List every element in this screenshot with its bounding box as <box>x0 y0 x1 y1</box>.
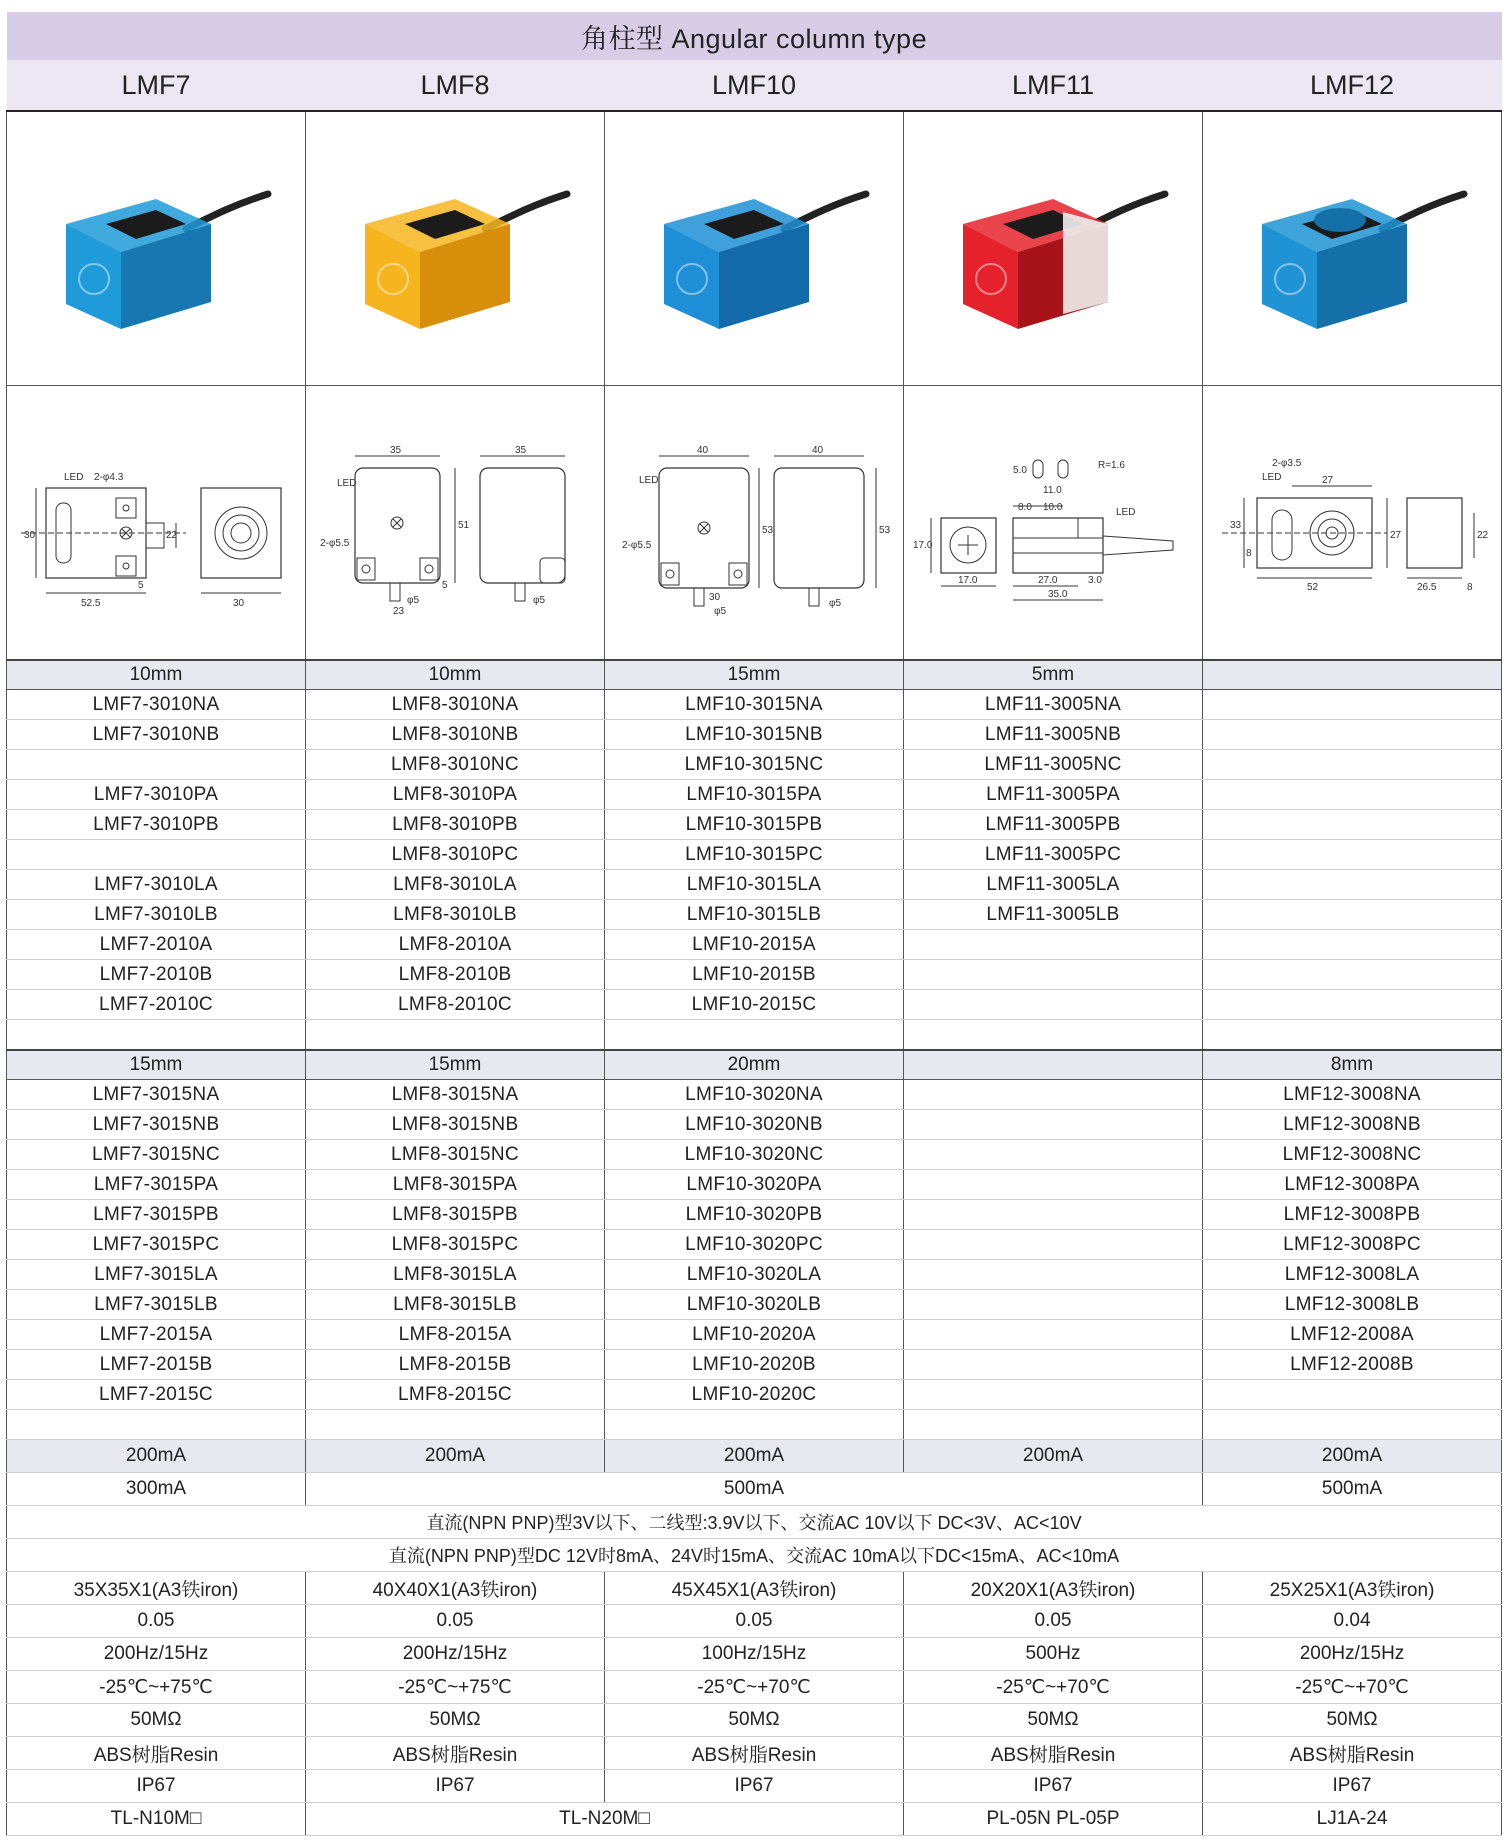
part-number: LMF8-2015A <box>306 1320 605 1350</box>
part-number: LMF7-3010LA <box>7 870 306 900</box>
part-number: LMF11-3005PC <box>904 840 1203 870</box>
part-number <box>1203 1410 1502 1440</box>
drawing-label: 30 <box>24 529 36 541</box>
part-number: LMF8-2010A <box>306 930 605 960</box>
drawing-label: 3.0 <box>1088 574 1102 586</box>
page-title: 角柱型 Angular column type <box>7 12 1502 60</box>
part-number: LMF11-3005LA <box>904 870 1203 900</box>
drawing-label: 2-φ4.3 <box>94 471 124 483</box>
spec-value: 200Hz/15Hz <box>306 1638 605 1671</box>
part-number: LMF7-3010LB <box>7 900 306 930</box>
drawing-label: 27 <box>1322 474 1334 486</box>
part-number-row <box>7 1320 1502 1350</box>
spec-row-material <box>7 1737 1502 1770</box>
part-number-row <box>7 1140 1502 1170</box>
part-number: LMF7-3015PA <box>7 1170 306 1200</box>
dimension-drawing-row <box>7 386 1502 661</box>
part-number: LMF7-2010A <box>7 930 306 960</box>
part-number: LMF8-2015C <box>306 1380 605 1410</box>
drawing-label: 8 <box>1467 581 1473 593</box>
spec-value: 直流(NPN PNP)型DC 12V时8mA、24V时15mA、交流AC 10mA以下DC<15mA、AC<10mA <box>7 1539 1502 1572</box>
part-number <box>904 1080 1203 1110</box>
model-name: LMF10 <box>605 60 904 111</box>
drawing-label: φ5 <box>407 594 420 606</box>
part-number-row <box>7 1260 1502 1290</box>
part-number: LMF7-2010C <box>7 990 306 1020</box>
model-name: LMF8 <box>306 60 605 111</box>
sensing-distance <box>904 1050 1203 1080</box>
spec-value: 300mA <box>7 1473 306 1506</box>
part-number <box>904 1320 1203 1350</box>
spec-value: TL-N20M□ <box>306 1803 904 1836</box>
drawing-label: LED <box>639 474 659 486</box>
part-number: LMF10-3015PC <box>605 840 904 870</box>
part-number: LMF7-2015A <box>7 1320 306 1350</box>
sensing-distance-row <box>7 1050 1502 1080</box>
part-number-row <box>7 990 1502 1020</box>
part-number: LMF7-2015C <box>7 1380 306 1410</box>
part-number <box>904 960 1203 990</box>
part-number <box>904 990 1203 1020</box>
drawing-label: 8 <box>1246 547 1252 559</box>
drawing-label: 35.0 <box>1048 588 1068 600</box>
spec-row-leakage <box>7 1539 1502 1572</box>
part-number: LMF10-3015NA <box>605 690 904 720</box>
sensor-photo <box>933 154 1173 344</box>
spec-value: 0.05 <box>306 1605 605 1638</box>
part-number-row <box>7 930 1502 960</box>
spec-value: 200mA <box>904 1440 1203 1473</box>
part-number <box>904 1290 1203 1320</box>
part-number <box>7 750 306 780</box>
part-number: LMF12-3008NB <box>1203 1110 1502 1140</box>
part-number <box>904 1380 1203 1410</box>
part-number <box>904 1020 1203 1051</box>
part-number: LMF10-3015NC <box>605 750 904 780</box>
spec-value: 200mA <box>7 1440 306 1473</box>
sensor-clear-cap <box>1063 212 1108 314</box>
part-number: LMF8-2010B <box>306 960 605 990</box>
part-number: LMF8-3010PB <box>306 810 605 840</box>
sensor-photo <box>335 154 575 344</box>
part-number: LMF7-3015NB <box>7 1110 306 1140</box>
product-photo-row <box>7 111 1502 386</box>
spec-value: 100Hz/15Hz <box>605 1638 904 1671</box>
drawing-label: 2-φ5.5 <box>622 539 652 551</box>
part-number: LMF8-3015NC <box>306 1140 605 1170</box>
part-number: LMF7-2015B <box>7 1350 306 1380</box>
spec-value: ABS树脂Resin <box>605 1737 904 1770</box>
spec-value: 0.04 <box>1203 1605 1502 1638</box>
spec-row-current-1 <box>7 1440 1502 1473</box>
part-number: LMF7-3015LB <box>7 1290 306 1320</box>
spec-row-equivalent <box>7 1803 1502 1836</box>
drawing-label: LED <box>1116 506 1136 518</box>
sensor-photo <box>36 154 276 344</box>
spec-value: 50MΩ <box>1203 1704 1502 1737</box>
spec-value: 200mA <box>605 1440 904 1473</box>
photo-cell <box>306 111 605 386</box>
model-name: LMF11 <box>904 60 1203 111</box>
part-number: LMF7-3015NA <box>7 1080 306 1110</box>
part-number-row <box>7 1380 1502 1410</box>
spec-row-frequency <box>7 1638 1502 1671</box>
part-number: LMF10-3015LA <box>605 870 904 900</box>
drawing-label: 51 <box>458 519 470 531</box>
spec-value: 50MΩ <box>605 1704 904 1737</box>
part-number: LMF7-3015NC <box>7 1140 306 1170</box>
part-number: LMF7-3015PC <box>7 1230 306 1260</box>
drawing-label: LED <box>1262 471 1282 483</box>
part-number: LMF12-3008NA <box>1203 1080 1502 1110</box>
sensing-distance-row <box>7 660 1502 690</box>
sensor-round-face <box>1314 208 1366 232</box>
part-number <box>1203 840 1502 870</box>
drawing-label: 35 <box>515 444 527 456</box>
part-number <box>904 1410 1203 1440</box>
photo-cell <box>7 111 306 386</box>
part-number: LMF10-3020NC <box>605 1140 904 1170</box>
part-number-row <box>7 1350 1502 1380</box>
part-number <box>1203 930 1502 960</box>
spec-row-voltage-drop <box>7 1506 1502 1539</box>
drawing-label: LED <box>64 471 84 483</box>
photo-cell <box>904 111 1203 386</box>
part-number: LMF8-3015PC <box>306 1230 605 1260</box>
spec-value: 50MΩ <box>7 1704 306 1737</box>
part-number-row <box>7 1080 1502 1110</box>
drawing-label: 23 <box>393 605 405 617</box>
part-number-row <box>7 840 1502 870</box>
part-number: LMF8-2010C <box>306 990 605 1020</box>
spec-value: ABS树脂Resin <box>904 1737 1203 1770</box>
part-number <box>1203 900 1502 930</box>
part-number: LMF8-3010PA <box>306 780 605 810</box>
spec-value: 500Hz <box>904 1638 1203 1671</box>
drawing-label: 8.0 <box>1018 501 1032 513</box>
spec-row-target <box>7 1572 1502 1605</box>
drawing-label: 52.5 <box>81 597 101 608</box>
sensing-distance <box>1203 660 1502 690</box>
part-number-row <box>7 960 1502 990</box>
part-number: LMF8-3015NA <box>306 1080 605 1110</box>
spec-value: -25℃~+70℃ <box>1203 1671 1502 1704</box>
drawing-label: 17.0 <box>913 539 933 551</box>
drawing-label: 27 <box>1390 529 1402 541</box>
spec-value: 0.05 <box>605 1605 904 1638</box>
part-number-row <box>7 750 1502 780</box>
part-number: LMF7-3010PB <box>7 810 306 840</box>
drawing-cell <box>306 386 605 661</box>
part-number-row <box>7 810 1502 840</box>
spec-row-hysteresis <box>7 1605 1502 1638</box>
drawing-label: 22 <box>166 529 178 541</box>
spec-value: 20X20X1(A3铁iron) <box>904 1572 1203 1605</box>
part-number-row <box>7 1110 1502 1140</box>
part-number: LMF11-3005PB <box>904 810 1203 840</box>
part-number <box>1203 870 1502 900</box>
part-number: LMF8-3010NB <box>306 720 605 750</box>
drawing-label: 17.0 <box>958 574 978 586</box>
drawing-label: 52 <box>1307 581 1319 593</box>
part-number <box>904 1200 1203 1230</box>
drawing-label: 53 <box>762 524 774 536</box>
part-number: LMF12-3008NC <box>1203 1140 1502 1170</box>
spec-value: -25℃~+75℃ <box>7 1671 306 1704</box>
drawing-cell <box>904 386 1203 661</box>
spec-value: 500mA <box>1203 1473 1502 1506</box>
model-name: LMF12 <box>1203 60 1502 111</box>
spec-value: 0.05 <box>7 1605 306 1638</box>
drawing-label: LED <box>337 477 357 489</box>
spec-value: ABS树脂Resin <box>1203 1737 1502 1770</box>
part-number <box>1203 960 1502 990</box>
part-number <box>1203 690 1502 720</box>
part-number <box>904 1230 1203 1260</box>
dimension-drawing-lmf10 <box>614 428 894 618</box>
part-number: LMF10-2015C <box>605 990 904 1020</box>
part-number: LMF11-3005NA <box>904 690 1203 720</box>
part-number <box>904 1140 1203 1170</box>
spec-value: 200Hz/15Hz <box>1203 1638 1502 1671</box>
drawing-label: R=1.6 <box>1098 459 1125 471</box>
drawing-label: 2-φ3.5 <box>1272 457 1302 469</box>
part-number: LMF11-3005PA <box>904 780 1203 810</box>
spec-value: 35X35X1(A3铁iron) <box>7 1572 306 1605</box>
part-number <box>306 1020 605 1051</box>
part-number <box>605 1410 904 1440</box>
spec-value: 25X25X1(A3铁iron) <box>1203 1572 1502 1605</box>
drawing-label: 53 <box>879 524 891 536</box>
spec-value: 200mA <box>306 1440 605 1473</box>
part-number-row <box>7 1020 1502 1051</box>
spec-row-temperature <box>7 1671 1502 1704</box>
drawing-label: 30 <box>709 591 721 603</box>
sensing-distance: 5mm <box>904 660 1203 690</box>
drawing-label: 2-φ5.5 <box>320 537 350 549</box>
part-number-row <box>7 1200 1502 1230</box>
part-number: LMF7-2010B <box>7 960 306 990</box>
drawing-label: 22 <box>1477 529 1489 541</box>
spec-value: 50MΩ <box>306 1704 605 1737</box>
title-row <box>7 12 1502 60</box>
part-number: LMF8-3015LA <box>306 1260 605 1290</box>
part-number: LMF10-3020PC <box>605 1230 904 1260</box>
part-number <box>1203 1380 1502 1410</box>
part-number: LMF12-3008PB <box>1203 1200 1502 1230</box>
part-number: LMF10-3015NB <box>605 720 904 750</box>
part-number: LMF8-3010NA <box>306 690 605 720</box>
part-number-row <box>7 1170 1502 1200</box>
spec-value: PL-05N PL-05P <box>904 1803 1203 1836</box>
part-number: LMF12-3008LA <box>1203 1260 1502 1290</box>
part-number: LMF10-3020PB <box>605 1200 904 1230</box>
drawing-label: 40 <box>697 444 709 456</box>
part-number-row <box>7 1230 1502 1260</box>
part-number-row <box>7 1410 1502 1440</box>
part-number: LMF12-3008LB <box>1203 1290 1502 1320</box>
part-number <box>7 840 306 870</box>
part-number: LMF11-3005LB <box>904 900 1203 930</box>
spec-value: 直流(NPN PNP)型3V以下、二线型:3.9V以下、交流AC 10V以下 DC<3V、AC<10V <box>7 1506 1502 1539</box>
sensing-distance: 8mm <box>1203 1050 1502 1080</box>
part-number: LMF8-3010LA <box>306 870 605 900</box>
spec-sheet <box>6 12 1501 1836</box>
part-number: LMF7-3015PB <box>7 1200 306 1230</box>
part-number: LMF8-3010NC <box>306 750 605 780</box>
spec-value: -25℃~+70℃ <box>605 1671 904 1704</box>
part-number <box>605 1020 904 1051</box>
part-number: LMF7-3010NA <box>7 690 306 720</box>
part-number: LMF11-3005NB <box>904 720 1203 750</box>
spec-value: IP67 <box>306 1770 605 1803</box>
dimension-drawing-lmf12 <box>1212 438 1492 608</box>
part-number: LMF7-3015LA <box>7 1260 306 1290</box>
spec-value: LJ1A-24 <box>1203 1803 1502 1836</box>
part-number: LMF8-3010LB <box>306 900 605 930</box>
part-number: LMF10-3020LB <box>605 1290 904 1320</box>
photo-cell <box>1203 111 1502 386</box>
part-number-row <box>7 720 1502 750</box>
part-number <box>1203 810 1502 840</box>
drawing-label: 27.0 <box>1038 574 1058 586</box>
spec-value: ABS树脂Resin <box>7 1737 306 1770</box>
sensing-distance: 15mm <box>605 660 904 690</box>
drawing-label: φ5 <box>829 597 842 609</box>
part-number: LMF8-2015B <box>306 1350 605 1380</box>
part-number: LMF8-3010PC <box>306 840 605 870</box>
part-number: LMF10-3015PA <box>605 780 904 810</box>
spec-value: 45X45X1(A3铁iron) <box>605 1572 904 1605</box>
drawing-cell <box>7 386 306 661</box>
part-number: LMF12-3008PA <box>1203 1170 1502 1200</box>
part-number: LMF10-2015A <box>605 930 904 960</box>
part-number: LMF8-3015LB <box>306 1290 605 1320</box>
part-number: LMF10-3020LA <box>605 1260 904 1290</box>
sensor-photo <box>1232 154 1472 344</box>
part-number: LMF12-2008B <box>1203 1350 1502 1380</box>
part-number <box>904 1350 1203 1380</box>
drawing-label: 26.5 <box>1417 581 1437 593</box>
sensing-distance: 15mm <box>7 1050 306 1080</box>
spec-value: IP67 <box>7 1770 306 1803</box>
part-number: LMF10-3020NB <box>605 1110 904 1140</box>
part-number: LMF10-3020PA <box>605 1170 904 1200</box>
part-number <box>1203 720 1502 750</box>
part-number: LMF11-3005NC <box>904 750 1203 780</box>
part-number: LMF10-3015LB <box>605 900 904 930</box>
drawing-label: 5.0 <box>1013 464 1027 476</box>
spec-value: IP67 <box>1203 1770 1502 1803</box>
photo-cell <box>605 111 904 386</box>
spec-value: -25℃~+70℃ <box>904 1671 1203 1704</box>
spec-value: IP67 <box>904 1770 1203 1803</box>
part-number <box>904 1170 1203 1200</box>
spec-value: 0.05 <box>904 1605 1203 1638</box>
part-number <box>904 1110 1203 1140</box>
sensing-distance: 10mm <box>306 660 605 690</box>
spec-value: 200mA <box>1203 1440 1502 1473</box>
drawing-label: φ5 <box>714 605 727 617</box>
part-number <box>904 1260 1203 1290</box>
part-number <box>1203 1020 1502 1051</box>
dimension-drawing-lmf11 <box>913 438 1193 608</box>
part-number <box>7 1410 306 1440</box>
spec-value: 200Hz/15Hz <box>7 1638 306 1671</box>
spec-table <box>6 12 1502 1836</box>
part-number: LMF10-2020C <box>605 1380 904 1410</box>
spec-row-insulation <box>7 1704 1502 1737</box>
sensing-distance: 15mm <box>306 1050 605 1080</box>
drawing-label: 30 <box>233 597 245 608</box>
drawing-label: 5 <box>138 579 144 591</box>
part-number <box>904 930 1203 960</box>
sensor-photo <box>634 154 874 344</box>
part-number-row <box>7 900 1502 930</box>
part-number: LMF12-2008A <box>1203 1320 1502 1350</box>
part-number: LMF8-3015PA <box>306 1170 605 1200</box>
part-number: LMF7-3010PA <box>7 780 306 810</box>
part-number <box>306 1410 605 1440</box>
spec-value: TL-N10M□ <box>7 1803 306 1836</box>
part-number <box>1203 780 1502 810</box>
spec-value: 50MΩ <box>904 1704 1203 1737</box>
part-number <box>1203 990 1502 1020</box>
part-number: LMF8-3015PB <box>306 1200 605 1230</box>
part-number: LMF10-3015PB <box>605 810 904 840</box>
part-number: LMF7-3010NB <box>7 720 306 750</box>
dimension-drawing-lmf7 <box>16 438 296 608</box>
drawing-label: 5 <box>442 579 448 591</box>
sensing-distance: 20mm <box>605 1050 904 1080</box>
drawing-cell <box>1203 386 1502 661</box>
part-number-row <box>7 1290 1502 1320</box>
part-number-row <box>7 870 1502 900</box>
drawing-label: φ5 <box>533 594 546 606</box>
model-name: LMF7 <box>7 60 306 111</box>
sensing-distance: 10mm <box>7 660 306 690</box>
spec-value: IP67 <box>605 1770 904 1803</box>
spec-row-current-2 <box>7 1473 1502 1506</box>
drawing-cell <box>605 386 904 661</box>
part-number-row <box>7 780 1502 810</box>
part-number: LMF8-3015NB <box>306 1110 605 1140</box>
part-number <box>7 1020 306 1051</box>
spec-value: ABS树脂Resin <box>306 1737 605 1770</box>
part-number <box>1203 750 1502 780</box>
spec-row-protection <box>7 1770 1502 1803</box>
dimension-drawing-lmf8 <box>315 428 595 618</box>
drawing-label: 33 <box>1230 519 1242 531</box>
model-header-row <box>7 60 1502 111</box>
spec-value: 40X40X1(A3铁iron) <box>306 1572 605 1605</box>
spec-value: -25℃~+75℃ <box>306 1671 605 1704</box>
part-number: LMF12-3008PC <box>1203 1230 1502 1260</box>
drawing-label: 40 <box>812 444 824 456</box>
part-number: LMF10-2015B <box>605 960 904 990</box>
drawing-label: 11.0 <box>1043 484 1062 496</box>
spec-value: 500mA <box>306 1473 1203 1506</box>
part-number: LMF10-2020B <box>605 1350 904 1380</box>
drawing-label: 10.0 <box>1043 501 1063 513</box>
drawing-label: 35 <box>390 444 402 456</box>
part-number: LMF10-2020A <box>605 1320 904 1350</box>
part-number-row <box>7 690 1502 720</box>
part-number: LMF10-3020NA <box>605 1080 904 1110</box>
